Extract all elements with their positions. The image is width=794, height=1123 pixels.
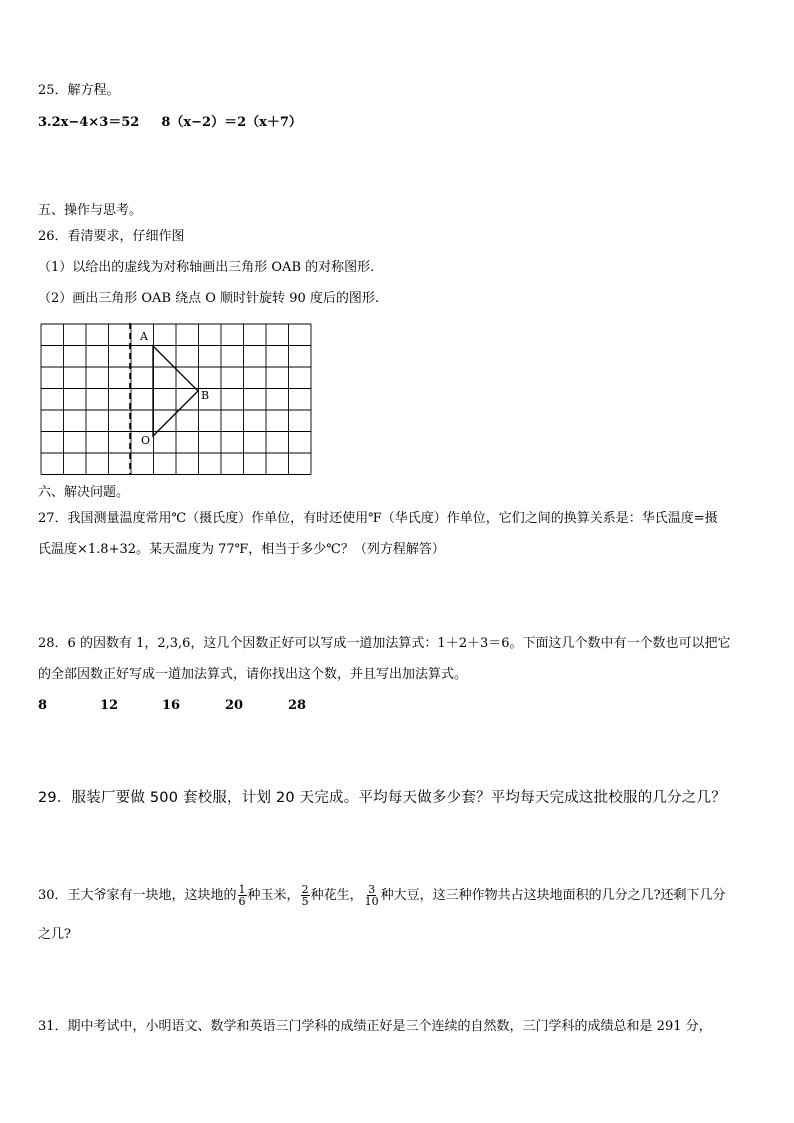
q30-peanut: 种花生， [310,888,363,903]
section-5-heading: 五、操作与思考。 [38,203,143,218]
q26-part-1: （1）以给出的虚线为对称轴画出三角形 OAB 的对称图形. [38,260,375,275]
q26-part-2: （2）画出三角形 OAB 绕点 O 顺时针旋转 90 度后的图形. [38,291,379,306]
option-number: 16 [162,698,181,713]
point-o-label: O [141,434,151,447]
option-number: 20 [225,698,244,713]
fraction-two-fifths: $\frac{2}{5}$ [301,883,309,908]
point-b-label: B [201,389,210,402]
q30-suffix: 种大豆，这三种作物共占这块地面积的几分之几?还剩下几分 [380,888,726,903]
q26-title: 26．看清要求，仔细作图 [38,229,185,244]
q27-line-2: 氏温度×1.8+32。某天温度为 77℉，相当于多少℃？（列方程解答） [38,542,445,557]
q31-text: 31．期中考试中，小明语文、数学和英语三门学科的成绩正好是三个连续的自然数，三门学科的成绩总和是 291 分， [38,1019,712,1034]
triangle-oab [153,346,198,436]
grid-lines [41,324,311,475]
q25-title: 25．解方程。 [38,83,120,98]
q30-corn: 种玉米， [247,888,300,903]
q25-equation-1: 3.2x−4×3＝52 [38,115,140,130]
q25-equations [38,114,302,132]
fraction-three-tenths: $\frac{3}{10}$ [364,883,379,908]
q29-text: 29．服装厂要做 500 套校服，计划 20 天完成。平均每天做多少套？平均每天完成这批校服的几分之几？ [38,790,726,806]
q26-grid-figure [40,323,312,475]
option-number: 28 [288,698,307,713]
q28-line-2: 的全部因数正好写成一道加法算式，请你找出这个数，并且写出加法算式。 [38,667,468,682]
q28-number-options [38,697,306,715]
q30-prefix: 30．王大爷家有一块地，这块地的 [38,888,237,903]
option-number: 8 [38,698,48,713]
q30-line-2: 之几? [38,927,71,942]
q30-line-1 [38,884,726,907]
fraction-one-sixth: $\frac{1}{6}$ [238,883,246,908]
q27-line-1: 27．我国测量温度常用℃（摄氏度）作单位，有时还使用℉（华氏度）作单位，它们之间的换算关系是：华氏温度=摄 [38,511,718,526]
q25-equation-2: 8（x−2）＝2（x＋7） [161,115,302,130]
section-6-heading: 六、解决问题。 [38,485,130,500]
point-a-label: A [140,330,148,343]
q28-line-1: 28．6 的因数有 1，2,3,6，这几个因数正好可以写成一道加法算式：1＋2＋3＝6。下面这几个数中有一个数也可以把它 [38,636,731,651]
option-number: 12 [100,698,119,713]
